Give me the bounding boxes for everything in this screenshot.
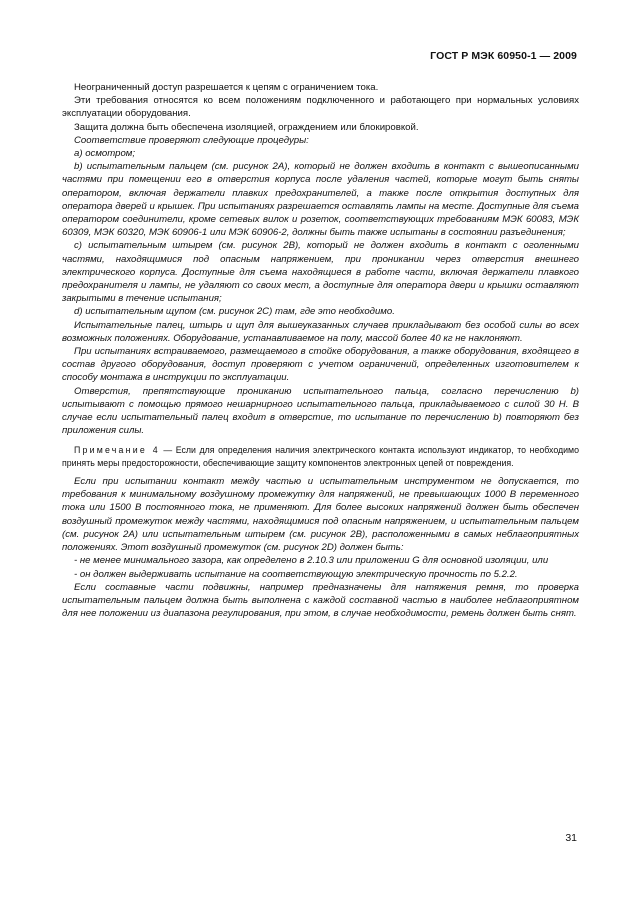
paragraph: Неограниченный доступ разрешается к цепям с ограничением тока. <box>74 82 379 93</box>
paragraph: Эти требования относятся ко всем положениям подключенного и работающего при нормальных условиях эксплуатации оборудования. <box>62 95 579 120</box>
list-item-dash: - не менее минимального зазора, как определено в 2.10.3 или приложении G для основной изоляции, или <box>74 555 549 567</box>
paragraph: Если при испытании контакт между частью и испытательным инструментом не допускается, то требования к минимальному воздушному промежутку для напряжений, не превышающих 1000 В переменного тока или 1500 В постоянного тока, не применяют. Для более высоких напряжений должен быть обеспечен воздушный промежуток между частями, находящимися под опасным напряжением, и испытательным пальцем (см. рисунок 2А) или испытательным штырем (см. рисунок 2В), расположенными в самых неблагоприятных положениях. Этот воздушный промежуток (см. рисунок 2D) должен быть: <box>62 476 579 554</box>
paragraph: Испытательные палец, штырь и щуп для вышеуказанных случаев прикладывают без особой силы во всех возможных положениях. Оборудование, устанавливаемое на полу, массой более 40 кг не наклоняют. <box>62 319 579 344</box>
document-code-header: ГОСТ Р МЭК 60950-1 — 2009 <box>430 50 577 62</box>
paragraph: Отверстия, препятствующие прониканию испытательного пальца, согласно перечислению b) испытывают с помощью прямого нешарнирного испытательного пальца, прикладываемого с силой 30 Н. В случае если испытательный палец входит в отверстие, то испытание по перечислению b) повторяют без приложения силы. <box>62 385 579 437</box>
paragraph: Если составные части подвижны, например предназначены для натяжения ремня, то проверка испытательным пальцем должна быть выполнена с каждой составной частью в наиболее неблагоприятном для нее положении из диапазона регулирования, при этом, в случае необходимости, ремень должен быть снят. <box>62 581 579 620</box>
paragraph: При испытаниях встраиваемого, размещаемого в стойке оборудования, а также оборудования, входящего в состав другого оборудования, доступ проверяют с учетом ограничений, определенных изготовителем к способу монтажа в инструкции по эксплуатации. <box>62 346 579 384</box>
list-item-b: b) испытательным пальцем (см. рисунок 2А), который не должен входить в контакт с вышеописанными частями при помещении его в отверстия корпуса после удаления частей, которые могут быть сняты оператором, включая держатели плавких предохранителей, а также после открытия доступных для оператора дверей и крышек. При испытаниях разрешается оставлять лампы на месте. Доступные для съема оператором соединители, кроме сетевых вилок и розеток, соответствующих требованиям МЭК 60083, МЭК 60309, МЭК 60320, МЭК 60906-1 или МЭК 60906-2, должны быть также испытаны в состоянии разъединения; <box>62 161 579 239</box>
list-item-d: d) испытательным щупом (см. рисунок 2С) там, где это необходимо. <box>74 306 395 318</box>
page-body <box>62 81 579 620</box>
list-item-dash: - он должен выдерживать испытание на соответствующую электрическую прочность по 5.2.2. <box>74 568 518 580</box>
list-item-a: а) осмотром; <box>74 148 136 160</box>
list-item-c: с) испытательным штырем (см. рисунок 2В), который не должен входить в контакт с оголенными частями, находящимися под опасным напряжением, при проникании через отверстия внешнего электрического корпуса. Доступные для съема находящиеся в работе части, включая держатели плавкого предохранителя и лампы, не удаляют со своих мест, а доступные для оператора двери и крышки оставляют закрытыми в течение испытания; <box>62 240 579 305</box>
paragraph-compliance: Соответствие проверяют следующие процедуры: <box>74 134 309 146</box>
page-number: 31 <box>565 832 577 844</box>
note-4 <box>62 444 579 469</box>
note-label: Примечание 4 <box>74 445 160 456</box>
paragraph: Защита должна быть обеспечена изоляцией, ограждением или блокировкой. <box>74 121 419 133</box>
note-text: — Если для определения наличия электрического контакта используют индикатор, то необходимо принять меры предосторожности, обеспечивающие защиту компонентов электронных цепей от повреждения. <box>62 445 579 468</box>
